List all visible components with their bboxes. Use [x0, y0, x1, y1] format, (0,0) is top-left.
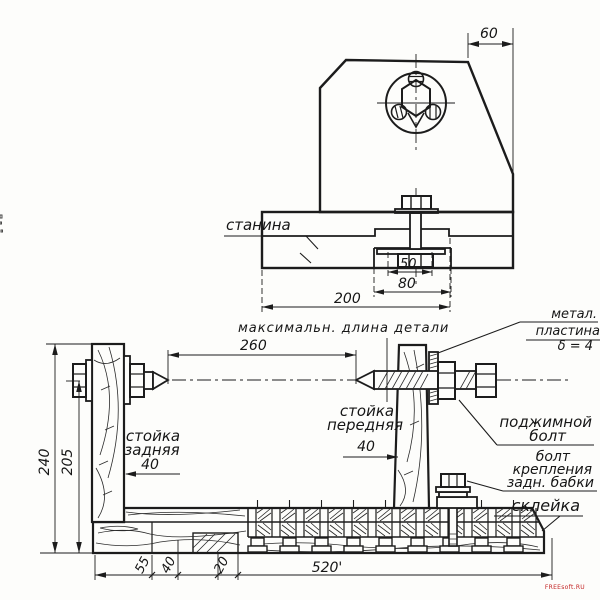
dim-205: 205: [60, 448, 76, 476]
lower-labels: [124, 307, 600, 531]
dim-50: 50: [400, 257, 417, 272]
dim-260: 260: [240, 338, 267, 354]
scan-artifact: [0, 215, 3, 232]
front-post-label-2: передняя: [326, 416, 404, 434]
upper-view: [224, 26, 513, 312]
fixing-bolt-pad: [437, 497, 477, 508]
rear-bolt-head: [73, 364, 86, 397]
rear-post-dim-40: 40: [141, 457, 159, 473]
rear-post-label-1: стойка: [125, 427, 181, 445]
fixing-bolt-label-3: задн. бабки: [506, 475, 594, 491]
clamp-bolt-head: [402, 196, 431, 209]
rear-post: [92, 344, 124, 522]
bed-section: [262, 196, 513, 268]
rear-post-label-2: задняя: [124, 441, 180, 459]
screw-right: [426, 105, 441, 120]
stanina-label-group: [224, 216, 318, 263]
front-post-label-1: стойка: [339, 402, 395, 420]
clamp-bolt-head: [476, 364, 496, 397]
fixing-bolt-label-2: крепления: [512, 462, 592, 478]
glue-label: склейка: [511, 496, 580, 515]
front-centre-point: [356, 371, 374, 389]
clamp-bolt-label-1: поджимной: [499, 413, 592, 431]
metal-plate-thickness: δ = 4: [557, 339, 593, 354]
dim-40-base: 40: [158, 554, 180, 577]
clamp-bolt-nut: [438, 362, 455, 399]
fixing-bolt-head: [441, 474, 465, 487]
screw-left: [392, 105, 407, 120]
dim-55: 55: [132, 554, 154, 577]
watermark: FREEsoft.RU: [544, 584, 585, 591]
fixing-bolt-label-1: болт: [535, 449, 570, 465]
clamp-bolt-label-2: болт: [529, 427, 566, 445]
metal-plate-label-2: пластина: [535, 324, 600, 339]
dim-80: 80: [398, 276, 416, 292]
dim-240: 240: [37, 448, 53, 476]
rear-nut: [130, 364, 144, 397]
rear-shaft: [144, 372, 153, 389]
dim-520: 520': [311, 560, 343, 576]
rear-centre-point: [153, 372, 168, 389]
metal-plate-label-1: метал.: [551, 307, 597, 322]
dim-60: 60: [480, 26, 498, 42]
tailstock-body: [320, 60, 513, 212]
dim-20: 20: [211, 554, 233, 577]
max-length-label: максимальн. длина детали: [238, 321, 450, 336]
dim-200: 200: [334, 291, 361, 307]
clamp-bolt-shaft: [410, 213, 421, 249]
lower-view: [37, 307, 600, 580]
stanina-label: станина: [226, 216, 291, 234]
front-post-dim-40: 40: [357, 439, 375, 455]
